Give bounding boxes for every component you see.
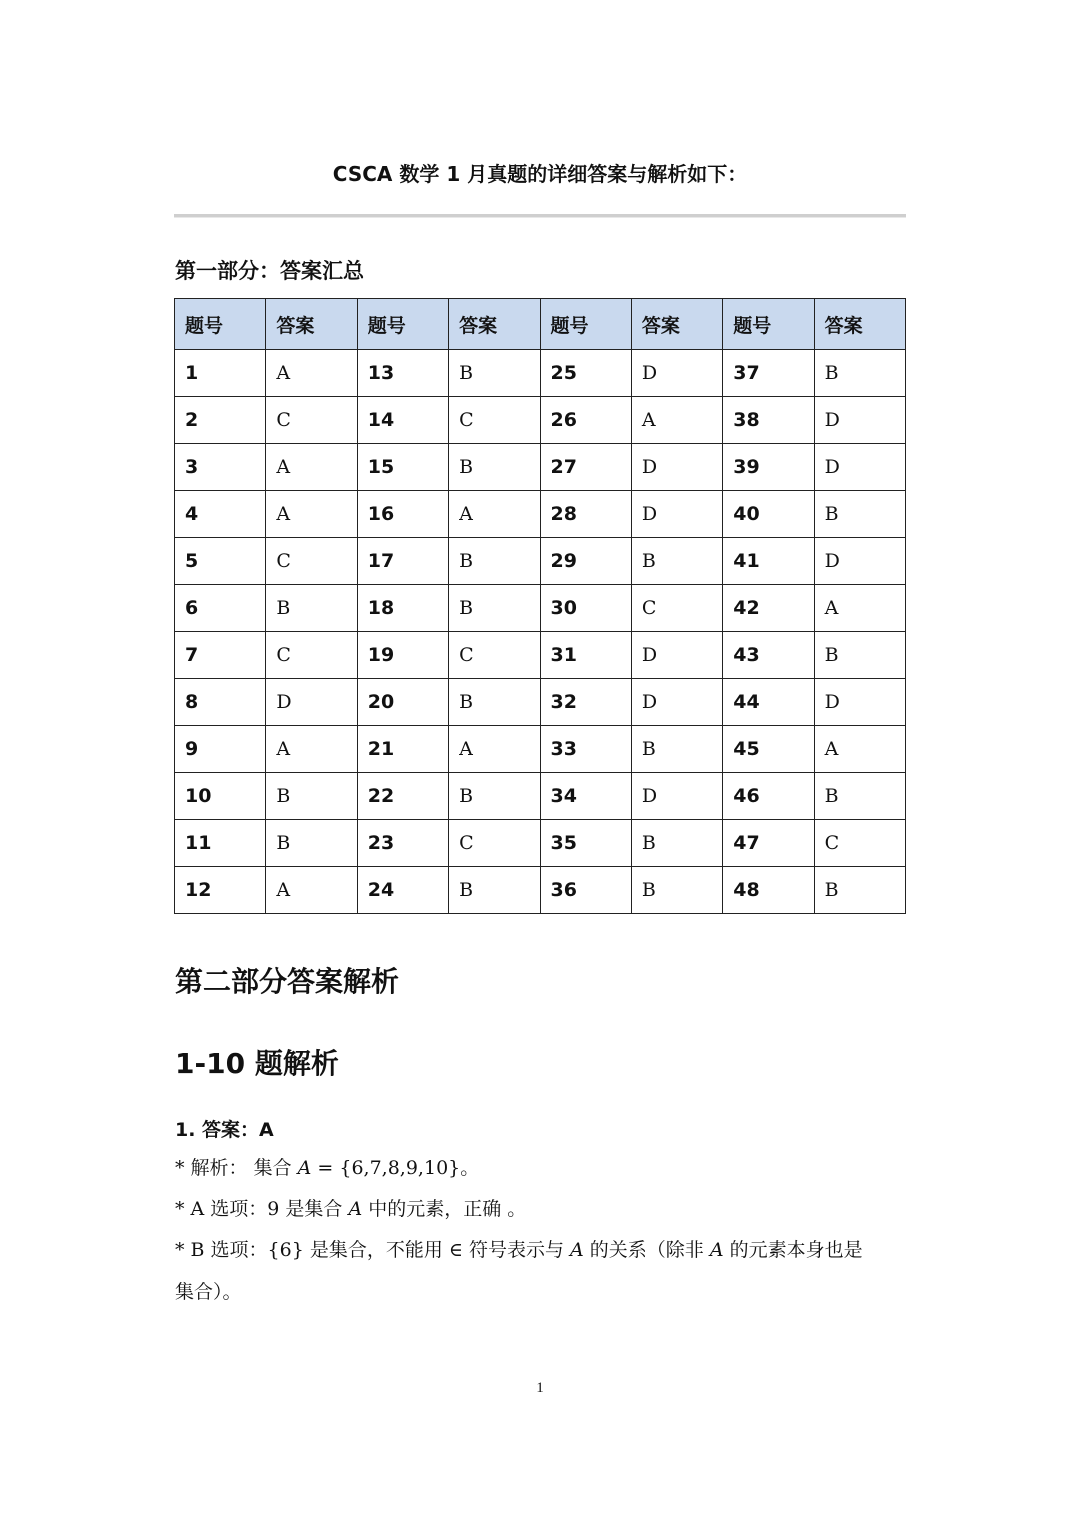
answer-cell: A <box>266 491 357 538</box>
question-number-cell: 43 <box>723 632 814 679</box>
question-number-cell: 16 <box>357 491 448 538</box>
question-number-cell: 10 <box>175 773 266 820</box>
option-b-text-end: 的元素本身也是 <box>723 1239 863 1261</box>
answer-cell: D <box>631 773 722 820</box>
header-question-number: 题号 <box>540 299 631 350</box>
header-question-number: 题号 <box>357 299 448 350</box>
question-number-cell: 45 <box>723 726 814 773</box>
table-row <box>175 585 906 632</box>
question-number-cell: 7 <box>175 632 266 679</box>
answer-cell: B <box>631 820 722 867</box>
table-row <box>175 820 906 867</box>
answer-cell: B <box>449 350 540 397</box>
header-answer: 答案 <box>449 299 540 350</box>
question-number-cell: 40 <box>723 491 814 538</box>
question-number-cell: 48 <box>723 867 814 914</box>
question-number-cell: 2 <box>175 397 266 444</box>
question-number-cell: 30 <box>540 585 631 632</box>
answer-cell: B <box>449 538 540 585</box>
answer-cell: C <box>266 538 357 585</box>
question-number-cell: 31 <box>540 632 631 679</box>
answer-cell: A <box>449 491 540 538</box>
question-number-cell: 25 <box>540 350 631 397</box>
answer-cell: D <box>631 444 722 491</box>
question-number-cell: 13 <box>357 350 448 397</box>
part1-heading: 第一部分：答案汇总 <box>175 259 364 283</box>
answer-cell: B <box>266 585 357 632</box>
answer-cell: B <box>449 773 540 820</box>
analysis-label: * 解析： <box>175 1157 248 1179</box>
question-number-cell: 18 <box>357 585 448 632</box>
question-number-cell: 36 <box>540 867 631 914</box>
question-number-cell: 34 <box>540 773 631 820</box>
answer-cell: B <box>631 538 722 585</box>
answer-cell: D <box>814 444 905 491</box>
question-number-cell: 14 <box>357 397 448 444</box>
answer-cell: D <box>814 538 905 585</box>
answer-cell: D <box>814 397 905 444</box>
set-definition: = {6,7,8,9,10}。 <box>311 1157 480 1179</box>
question-number-cell: 39 <box>723 444 814 491</box>
question-number-cell: 32 <box>540 679 631 726</box>
answer-cell: B <box>266 773 357 820</box>
table-header-row <box>175 299 906 350</box>
answer-table-body <box>175 350 906 914</box>
question-number-cell: 41 <box>723 538 814 585</box>
answer-cell: C <box>266 397 357 444</box>
answer-cell: C <box>449 820 540 867</box>
table-row <box>175 350 906 397</box>
question-number-cell: 17 <box>357 538 448 585</box>
analysis-text: 集合 <box>247 1157 298 1179</box>
question-number-cell: 4 <box>175 491 266 538</box>
answer-cell: B <box>449 444 540 491</box>
question-number-cell: 44 <box>723 679 814 726</box>
question-number-cell: 42 <box>723 585 814 632</box>
option-a-explanation <box>175 1188 910 1230</box>
answer-cell: C <box>449 397 540 444</box>
question-number-cell: 24 <box>357 867 448 914</box>
question-number-cell: 20 <box>357 679 448 726</box>
answer-cell: A <box>814 726 905 773</box>
answer-summary-table <box>174 298 906 914</box>
answer-cell: B <box>266 820 357 867</box>
table-row <box>175 773 906 820</box>
answer-cell: D <box>631 679 722 726</box>
set-variable: A <box>709 1239 724 1261</box>
answer-cell: D <box>814 679 905 726</box>
table-row <box>175 726 906 773</box>
answer-cell: B <box>631 726 722 773</box>
title-divider <box>174 214 906 218</box>
option-a-text-end: 中的元素，正确 。 <box>362 1198 527 1220</box>
option-b-text: * B 选项：{6} 是集合，不能用 ∈ 符号表示与 <box>175 1239 571 1261</box>
question-number-cell: 33 <box>540 726 631 773</box>
table-row <box>175 491 906 538</box>
answer-cell: A <box>266 726 357 773</box>
header-question-number: 题号 <box>723 299 814 350</box>
question-number-cell: 3 <box>175 444 266 491</box>
answer-cell: B <box>814 632 905 679</box>
question-number-cell: 27 <box>540 444 631 491</box>
answer-cell: A <box>631 397 722 444</box>
answer-cell: C <box>631 585 722 632</box>
answer-cell: D <box>266 679 357 726</box>
question-number-cell: 5 <box>175 538 266 585</box>
header-answer: 答案 <box>814 299 905 350</box>
question-number-cell: 28 <box>540 491 631 538</box>
question-number-cell: 12 <box>175 867 266 914</box>
question-number-cell: 47 <box>723 820 814 867</box>
option-a-text: * A 选项：9 是集合 <box>175 1198 349 1220</box>
answer-cell: C <box>449 632 540 679</box>
question-number-cell: 11 <box>175 820 266 867</box>
question-number-cell: 37 <box>723 350 814 397</box>
question-1-answer: 1. 答案：A <box>175 1119 274 1141</box>
answer-cell: B <box>449 679 540 726</box>
answer-cell: B <box>814 491 905 538</box>
table-row <box>175 538 906 585</box>
table-row <box>175 444 906 491</box>
question-number-cell: 23 <box>357 820 448 867</box>
answer-cell: B <box>449 585 540 632</box>
answer-cell: C <box>266 632 357 679</box>
section-heading: 1-10 题解析 <box>175 1047 339 1080</box>
question-number-cell: 38 <box>723 397 814 444</box>
answer-cell: D <box>631 350 722 397</box>
question-number-cell: 21 <box>357 726 448 773</box>
answer-cell: A <box>814 585 905 632</box>
answer-cell: B <box>814 350 905 397</box>
header-answer: 答案 <box>266 299 357 350</box>
question-number-cell: 26 <box>540 397 631 444</box>
question-1-analysis <box>175 1147 910 1189</box>
answer-cell: C <box>814 820 905 867</box>
question-number-cell: 1 <box>175 350 266 397</box>
answer-cell: A <box>266 444 357 491</box>
answer-cell: D <box>631 632 722 679</box>
question-number-cell: 29 <box>540 538 631 585</box>
answer-cell: A <box>266 867 357 914</box>
header-question-number: 题号 <box>175 299 266 350</box>
table-row <box>175 867 906 914</box>
question-number-cell: 15 <box>357 444 448 491</box>
question-number-cell: 46 <box>723 773 814 820</box>
question-number-cell: 8 <box>175 679 266 726</box>
option-b-continuation: 集合）。 <box>175 1281 242 1303</box>
page-title: CSCA 数学 1 月真题的详细答案与解析如下： <box>332 162 748 186</box>
question-number-cell: 9 <box>175 726 266 773</box>
table-row <box>175 397 906 444</box>
answer-cell: A <box>449 726 540 773</box>
question-number-cell: 6 <box>175 585 266 632</box>
set-variable: A <box>348 1198 363 1220</box>
option-b-text-mid: 的关系（除非 <box>583 1239 710 1261</box>
set-variable: A <box>297 1157 312 1179</box>
answer-cell: B <box>631 867 722 914</box>
page-number: 1 <box>536 1380 544 1396</box>
header-answer: 答案 <box>631 299 722 350</box>
answer-cell: B <box>814 867 905 914</box>
answer-cell: D <box>631 491 722 538</box>
table-row <box>175 632 906 679</box>
answer-cell: B <box>449 867 540 914</box>
answer-cell: A <box>266 350 357 397</box>
question-number-cell: 35 <box>540 820 631 867</box>
question-number-cell: 19 <box>357 632 448 679</box>
part2-heading: 第二部分答案解析 <box>175 965 400 998</box>
answer-cell: B <box>814 773 905 820</box>
table-row <box>175 679 906 726</box>
option-b-explanation <box>175 1229 910 1271</box>
set-variable: A <box>570 1239 584 1261</box>
question-number-cell: 22 <box>357 773 448 820</box>
